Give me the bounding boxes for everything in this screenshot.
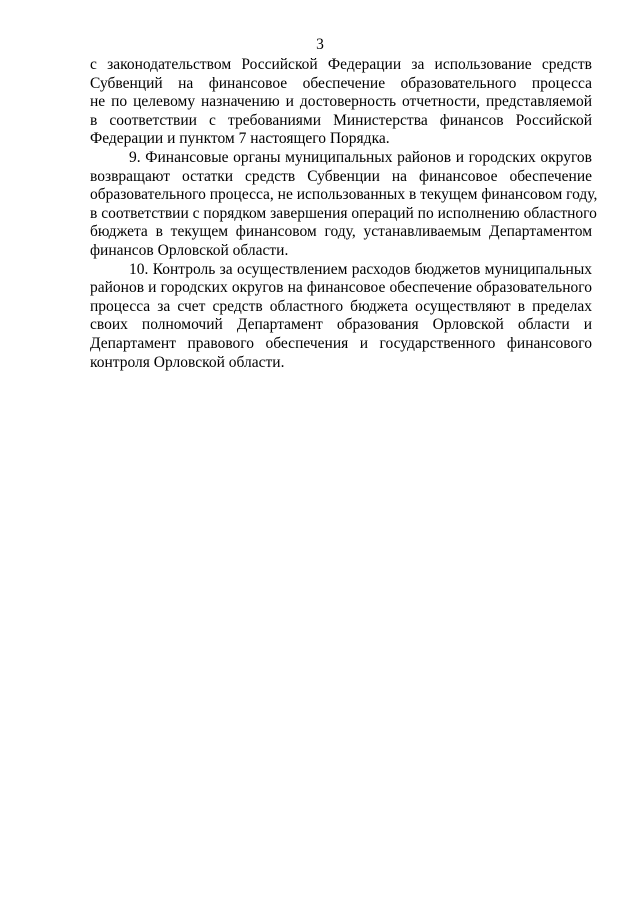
page-number: 3 [316, 36, 324, 53]
paragraph-9 [90, 148, 598, 261]
text-line: 9. Финансовые органы муниципальных районов и городских округов [129, 148, 592, 166]
text-line: бюджета в текущем финансовом году, устанавливаемым Департаментом [90, 223, 592, 241]
text-line: с законодательством Российской Федерации за использование средств [90, 56, 592, 73]
text-line: Департамент правового обеспечения и государственного финансового [90, 334, 592, 352]
text-line: в соответствии с порядком завершения операций по исполнению областного [90, 204, 597, 222]
text-line: процесса за счет средств областного бюджета осуществляют в пределах [90, 297, 592, 315]
text-line: возвращают остатки средств Субвенции на финансовое обеспечение [90, 167, 592, 185]
paragraph-continuation [90, 56, 592, 149]
text-line: контроля Орловской области. [90, 353, 285, 371]
text-line: Субвенций на финансовое обеспечение образовательного процесса [90, 74, 592, 92]
text-line: своих полномочий Департамент образования Орловской области и [90, 316, 592, 334]
text-line: Федерации и пунктом 7 настоящего Порядка. [90, 130, 390, 148]
text-line: не по целевому назначению и достоверность отчетности, представляемой [90, 93, 592, 111]
text-line: в соответствии с требованиями Министерства финансов Российской [90, 111, 592, 129]
document-body [90, 56, 598, 372]
text-line: образовательного процесса, не использованных в текущем финансовом году, [90, 186, 598, 204]
text-line: районов и городских округов на финансовое обеспечение образовательного [90, 279, 592, 297]
text-line: 10. Контроль за осуществлением расходов бюджетов муниципальных [129, 260, 592, 278]
paragraph-10 [90, 261, 592, 373]
text-line: финансов Орловской области. [90, 241, 289, 259]
